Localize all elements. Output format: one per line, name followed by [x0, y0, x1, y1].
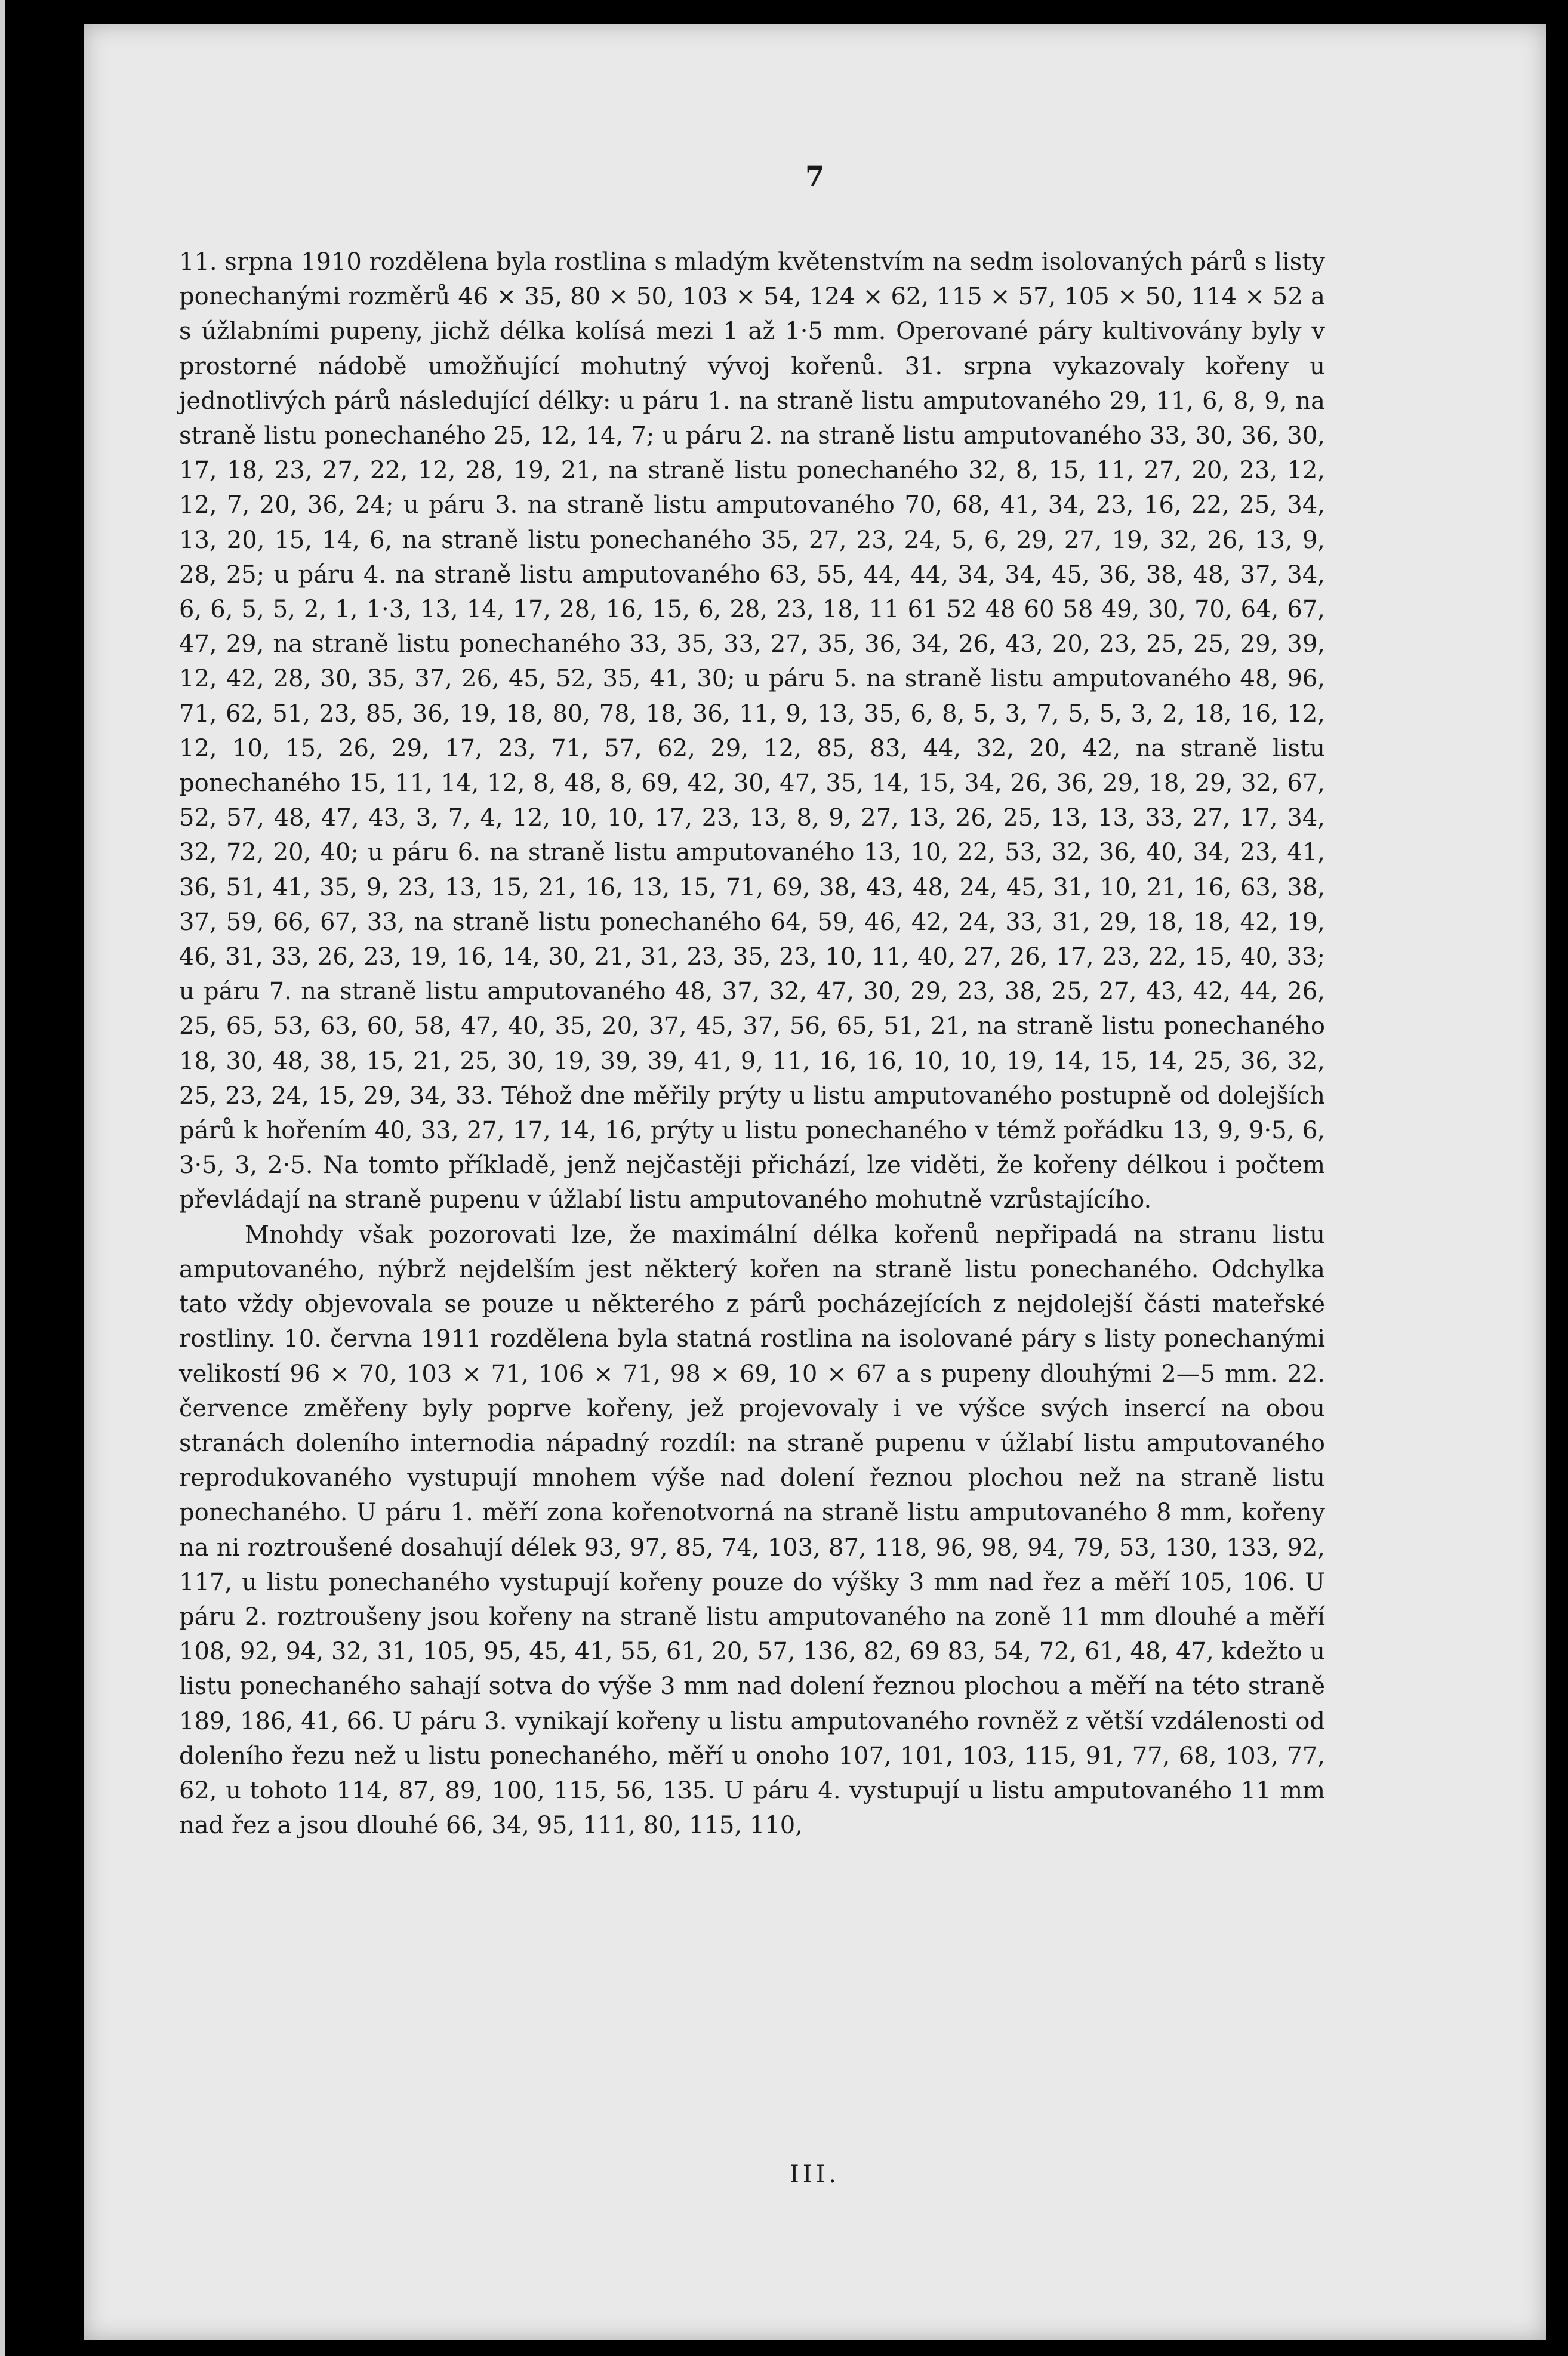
paragraph-2: Mnohdy však pozorovati lze, že maximální délka kořenů nepřipadá na stranu listu amputovaného, nýbrž nejdelším jest některý kořen na straně listu ponechaného. Odchylka tato vždy objevovala se pouze u některého z párů pocházejících z nejdolejší části mateřské rostliny. 10. června 1911 rozdělena byla statná rostlina na isolované páry s listy ponechanými velikostí 96 × 70, 103 × 71, 106 × 71, 98 × 69, 10 × 67 a s pupeny dlouhými 2—5 mm. 22. července změřeny byly poprve kořeny, jež projevovaly i ve výšce svých insercí na obou stranách doleního internodia nápadný rozdíl: na straně pupenu v úžlabí listu amputovaného reprodukovaného vystupují mnohem výše nad dolení řeznou plochou než na straně listu ponechaného. U páru 1. měří zona kořenotvorná na straně listu amputovaného 8 mm, kořeny na ni roztroušené dosahují délek 93, 97, 85, 74, 103, 87, 118, 96, 98, 94, 79, 53, 130, 133, 92, 117, u listu ponechaného vystupují kořeny pouze do výšky 3 mm nad řez a měří 105, 106. U páru 2. roztroušeny jsou kořeny na straně listu amputovaného na zoně 11 mm dlouhé a měří 108, 92, 94, 32, 31, 105, 95, 45, 41, 55, 61, 20, 57, 136, 82, 69 83, 54, 72, 61, 48, 47, kdežto u listu ponechaného sahají sotva do výše 3 mm nad dolení řeznou plochou a měří na této straně 189, 186, 41, 66. U páru 3. vynikají kořeny u listu amputovaného rovněž z větší vzdálenosti od doleního řezu než u listu ponechaného, měří u onoho 107, 101, 103, 115, 91, 77, 68, 103, 77, 62, u tohoto 114, 87, 89, 100, 115, 56, 135. U páru 4. vystupují u listu amputovaného 11 mm nad řez a jsou dlouhé 66, 34, 95, 111, 80, 115, 110, [179, 1221, 1325, 1840]
document-page [84, 24, 1546, 2340]
scan-left-border [0, 0, 5, 2356]
printer-signature-mark: III. [789, 2161, 840, 2188]
body-text [179, 245, 1325, 1843]
paragraph-1: 11. srpna 1910 rozdělena byla rostlina s mladým květenstvím na sedm isolovaných párů s listy ponechanými rozměrů 46 × 35, 80 × 50, 103 × 54, 124 × 62, 115 × 57, 105 × 50, 114 × 52 a s úžlabními pupeny, jichž délka kolísá mezi 1 až 1·5 mm. Operované páry kultivovány byly v prostorné nádobě umožňující mohutný vývoj kořenů. 31. srpna vykazovaly kořeny u jednotlivých párů následující délky: u páru 1. na straně listu amputovaného 29, 11, 6, 8, 9, na straně listu ponechaného 25, 12, 14, 7; u páru 2. na straně listu amputovaného 33, 30, 36, 30, 17, 18, 23, 27, 22, 12, 28, 19, 21, na straně listu ponechaného 32, 8, 15, 11, 27, 20, 23, 12, 12, 7, 20, 36, 24; u páru 3. na straně listu amputovaného 70, 68, 41, 34, 23, 16, 22, 25, 34, 13, 20, 15, 14, 6, na straně listu ponechaného 35, 27, 23, 24, 5, 6, 29, 27, 19, 32, 26, 13, 9, 28, 25; u páru 4. na straně listu amputovaného 63, 55, 44, 44, 34, 34, 45, 36, 38, 48, 37, 34, 6, 6, 5, 5, 2, 1, 1·3, 13, 14, 17, 28, 16, 15, 6, 28, 23, 18, 11 61 52 48 60 58 49, 30, 70, 64, 67, 47, 29, na straně listu ponechaného 33, 35, 33, 27, 35, 36, 34, 26, 43, 20, 23, 25, 25, 29, 39, 12, 42, 28, 30, 35, 37, 26, 45, 52, 35, 41, 30; u páru 5. na straně listu amputovaného 48, 96, 71, 62, 51, 23, 85, 36, 19, 18, 80, 78, 18, 36, 11, 9, 13, 35, 6, 8, 5, 3, 7, 5, 5, 3, 2, 18, 16, 12, 12, 10, 15, 26, 29, 17, 23, 71, 57, 62, 29, 12, 85, 83, 44, 32, 20, 42, na straně listu ponechaného 15, 11, 14, 12, 8, 48, 8, 69, 42, 30, 47, 35, 14, 15, 34, 26, 36, 29, 18, 29, 32, 67, 52, 57, 48, 47, 43, 3, 7, 4, 12, 10, 10, 17, 23, 13, 8, 9, 27, 13, 26, 25, 13, 13, 33, 27, 17, 34, 32, 72, 20, 40; u páru 6. na straně listu amputovaného 13, 10, 22, 53, 32, 36, 40, 34, 23, 41, 36, 51, 41, 35, 9, 23, 13, 15, 21, 16, 13, 15, 71, 69, 38, 43, 48, 24, 45, 31, 10, 21, 16, 63, 38, 37, 59, 66, 67, 33, na straně listu ponechaného 64, 59, 46, 42, 24, 33, 31, 29, 18, 18, 42, 19, 46, 31, 33, 26, 23, 19, 16, 14, 30, 21, 31, 23, 35, 23, 10, 11, 40, 27, 26, 17, 23, 22, 15, 40, 33; u páru 7. na straně listu amputovaného 48, 37, 32, 47, 30, 29, 23, 38, 25, 27, 43, 42, 44, 26, 25, 65, 53, 63, 60, 58, 47, 40, 35, 20, 37, 45, 37, 56, 65, 51, 21, na straně listu ponechaného 18, 30, 48, 38, 15, 21, 25, 30, 19, 39, 39, 41, 9, 11, 16, 16, 10, 10, 19, 14, 15, 14, 25, 36, 32, 25, 23, 24, 15, 29, 34, 33. Téhož dne měřily prýty u listu amputovaného postupně od dolejších párů k hořením 40, 33, 27, 17, 14, 16, prýty u listu ponechaného v témž pořádku 13, 9, 9·5, 6, 3·5, 3, 2·5. Na tomto příkladě, jenž nejčastěji přichází, lze viděti, že kořeny délkou i počtem převládají na straně pupenu v úžlabí listu amputovaného mohutně vzrůstajícího. [179, 248, 1325, 1214]
page-number: 7 [805, 160, 824, 192]
